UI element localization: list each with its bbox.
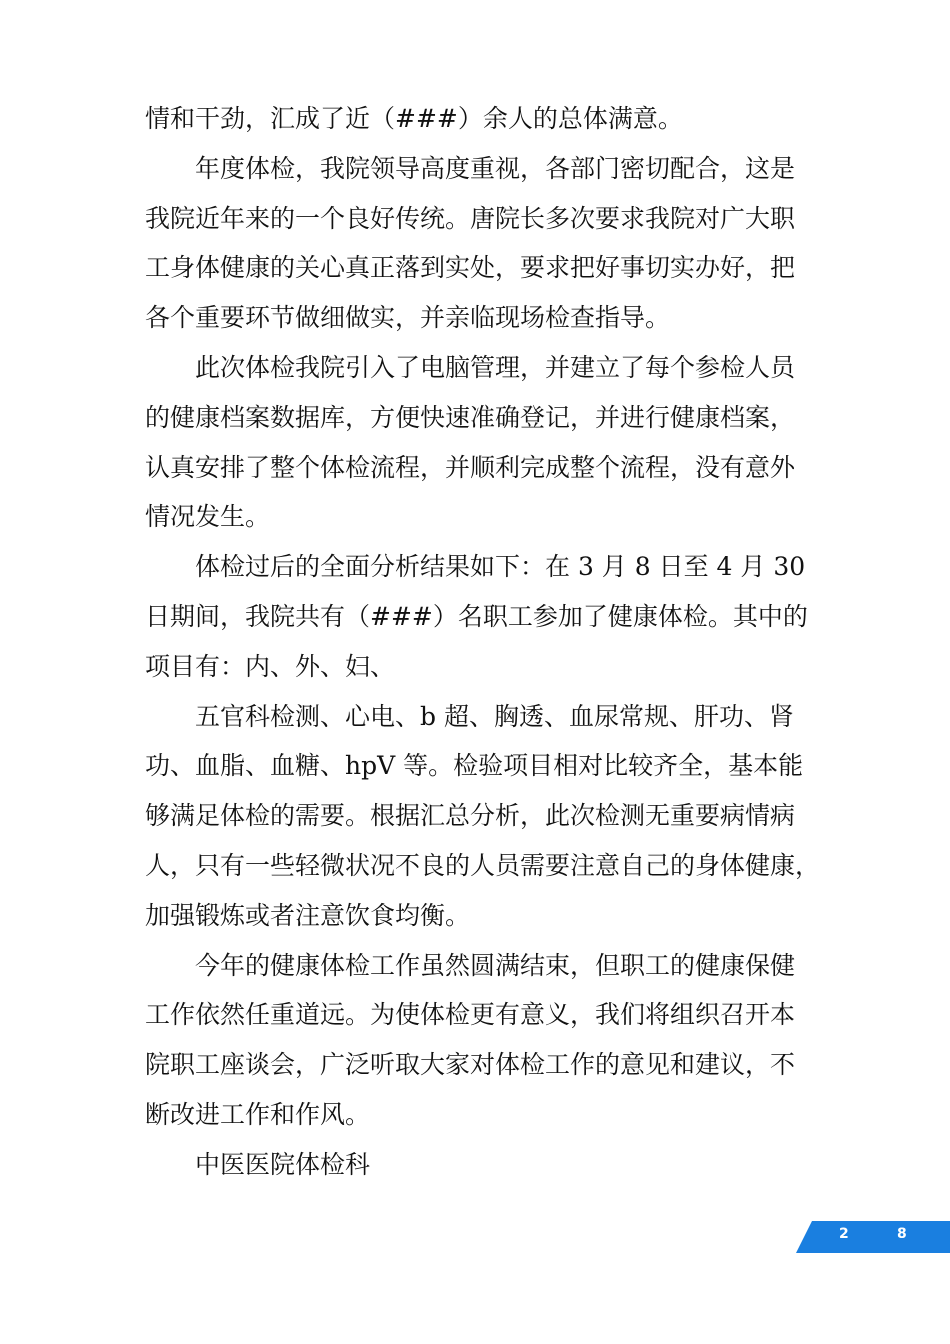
text-line: 加强锻炼或者注意饮食均衡。 [145, 900, 471, 930]
paragraph [145, 542, 825, 691]
text-line: 项目有：内、外、妇、 [145, 651, 396, 681]
text-line: 五官科检测、心电、b 超、胸透、血尿常规、肝功、肾 [195, 701, 794, 731]
text-line: 情和干劲，汇成了近（###）余人的总体满意。 [145, 104, 683, 133]
paragraph [145, 941, 825, 1140]
text-line: 认真安排了整个体检流程，并顺利完成整个流程，没有意外 [145, 452, 796, 482]
text-line: 此次体检我院引入了电脑管理，并建立了每个参检人员 [195, 352, 796, 382]
page-footer-bar [0, 1221, 950, 1253]
page-number-digit: 8 [897, 1226, 907, 1242]
text-line: 日期间，我院共有（###）名职工参加了健康体检。其中的 [145, 601, 808, 631]
text-line: 工作依然任重道远。为使体检更有意义，我们将组织召开本 [145, 1000, 796, 1030]
text-line: 院职工座谈会，广泛听取大家对体检工作的意见和建议，不 [145, 1050, 796, 1080]
document-body [145, 94, 825, 1190]
text-line: 工身体健康的关心真正落到实处，要求把好事切实办好，把 [145, 253, 796, 283]
signature-paragraph [145, 1140, 825, 1190]
paragraph [145, 94, 825, 144]
text-line: 各个重要环节做细做实，并亲临现场检查指导。 [145, 303, 671, 333]
page-number-digit: 2 [839, 1226, 849, 1242]
footer-band-shape [0, 1221, 950, 1253]
paragraph [145, 343, 825, 542]
text-line: 情况发生。 [145, 502, 271, 532]
text-line: 年度体检，我院领导高度重视，各部门密切配合，这是 [195, 153, 796, 183]
text-line: 功、血脂、血糖、hpV 等。检验项目相对比较齐全，基本能 [145, 751, 804, 781]
paragraph [145, 144, 825, 343]
signature-line: 中医医院体检科 [195, 1149, 371, 1179]
text-line: 人，只有一些轻微状况不良的人员需要注意自己的身体健康， [145, 850, 821, 880]
text-line: 体检过后的全面分析结果如下：在 3 月 8 日至 4 月 30 [195, 552, 806, 582]
text-line: 今年的健康体检工作虽然圆满结束，但职工的健康保健 [195, 950, 796, 980]
text-line: 断改进工作和作风。 [145, 1099, 371, 1129]
text-line: 够满足体检的需要。根据汇总分析，此次检测无重要病情病 [145, 801, 796, 831]
text-line: 我院近年来的一个良好传统。唐院长多次要求我院对广大职 [145, 203, 796, 233]
paragraph [145, 692, 825, 941]
text-line: 的健康档案数据库，方便快速准确登记，并进行健康档案， [145, 402, 796, 432]
